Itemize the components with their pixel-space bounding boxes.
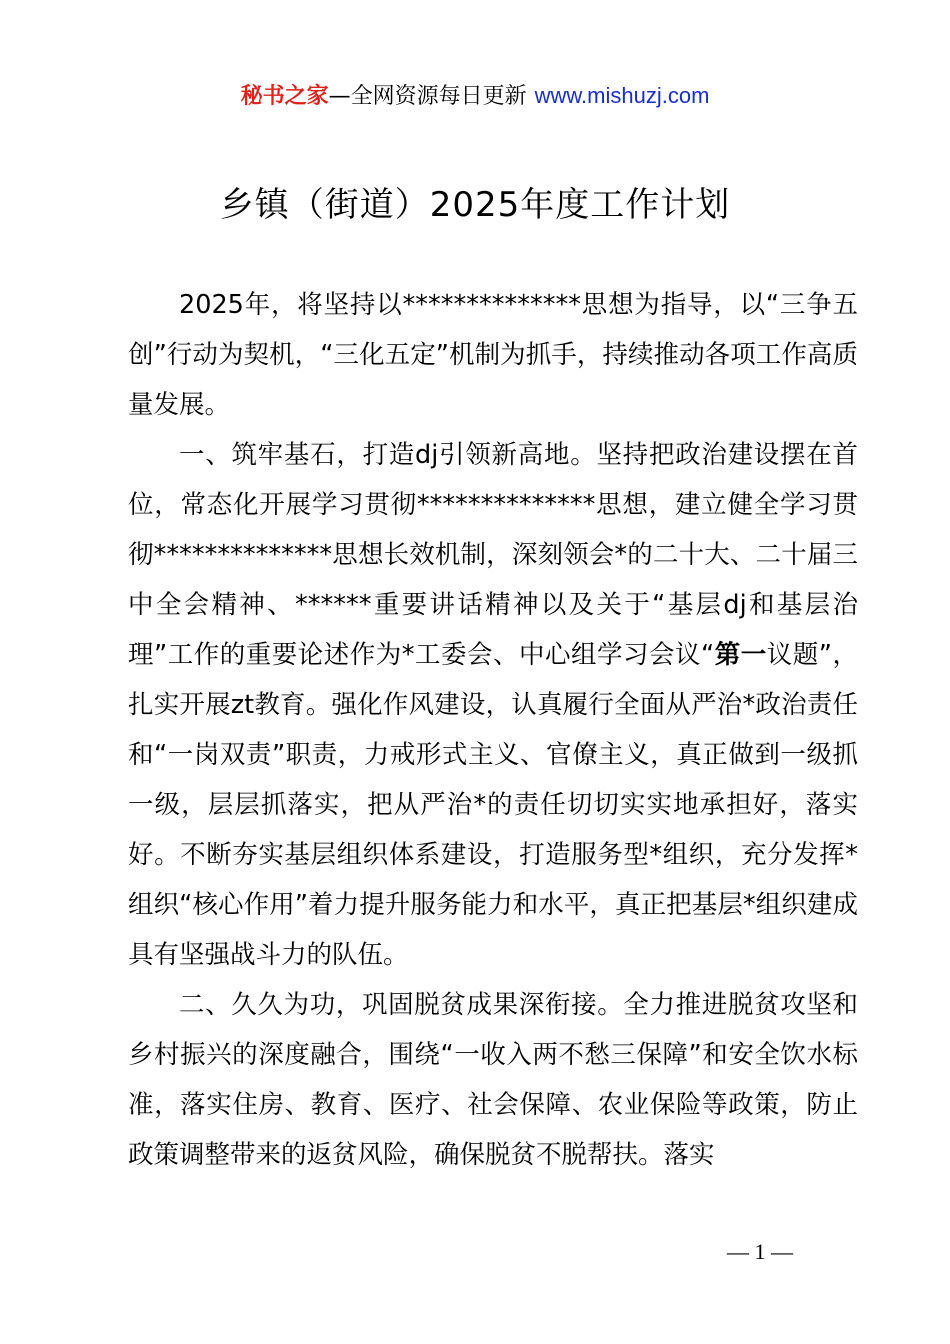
section-one-text-b: 议题”，扎实开展zt教育。强化作风建设，认真履行全面从严治*政治责任和“一岗双责”职责，力戒形式主义、官僚主义，真正做到一级抓一级，层层抓落实，把从严治*的责任切切实实地承担好，落实好。不断夯实基层组织体系建设，打造服务型*组织，充分发挥*组织“核心作用”着力提升服务能力和水平，真正把基层*组织建成具有坚强战斗力的队伍。 (128, 640, 858, 970)
site-url-link[interactable]: www.mishuzj.com (534, 83, 710, 108)
section-two-paragraph (128, 980, 858, 1180)
site-tagline: —全网资源每日更新 (328, 84, 527, 109)
document-title: 乡镇（街道）2025年度工作计划 (219, 185, 731, 225)
intro-paragraph: 2025年，将坚持以**************思想为指导，以“三争五创”行动为契机，“三化五定”机制为抓手，持续推动各项工作高质量发展。 (128, 290, 858, 420)
section-two-heading: 二、久久为功，巩固脱贫成果深衔接。 (179, 990, 624, 1020)
page-number: — 1 — (727, 1239, 793, 1264)
site-banner (0, 80, 950, 113)
section-one-emphasis: 第一 (714, 640, 767, 670)
section-one-text-a: 坚持把政治建设摆在首位，常态化开展学习贯彻**************思想，建立健全学习贯彻**************思想长效机制，深刻领会*的二十大、二十届三中全会精神、******重要讲话精神以及关于“基层dj和基层治理”工作的重要论述作为*工委会、中心组学习会议“ (128, 440, 858, 670)
document-body (128, 280, 858, 1180)
section-one-paragraph (128, 430, 858, 980)
site-brand: 秘书之家 (240, 84, 329, 109)
section-two-text: 全力推进脱贫攻坚和乡村振兴的深度融合，围绕“一收入两不愁三保障”和安全饮水标准，落实住房、教育、医疗、社会保障、农业保险等政策，防止政策调整带来的返贫风险，确保脱贫不脱帮扶。落实 (128, 990, 858, 1170)
section-one-heading: 一、筑牢基石，打造dj引领新高地。 (179, 440, 597, 470)
